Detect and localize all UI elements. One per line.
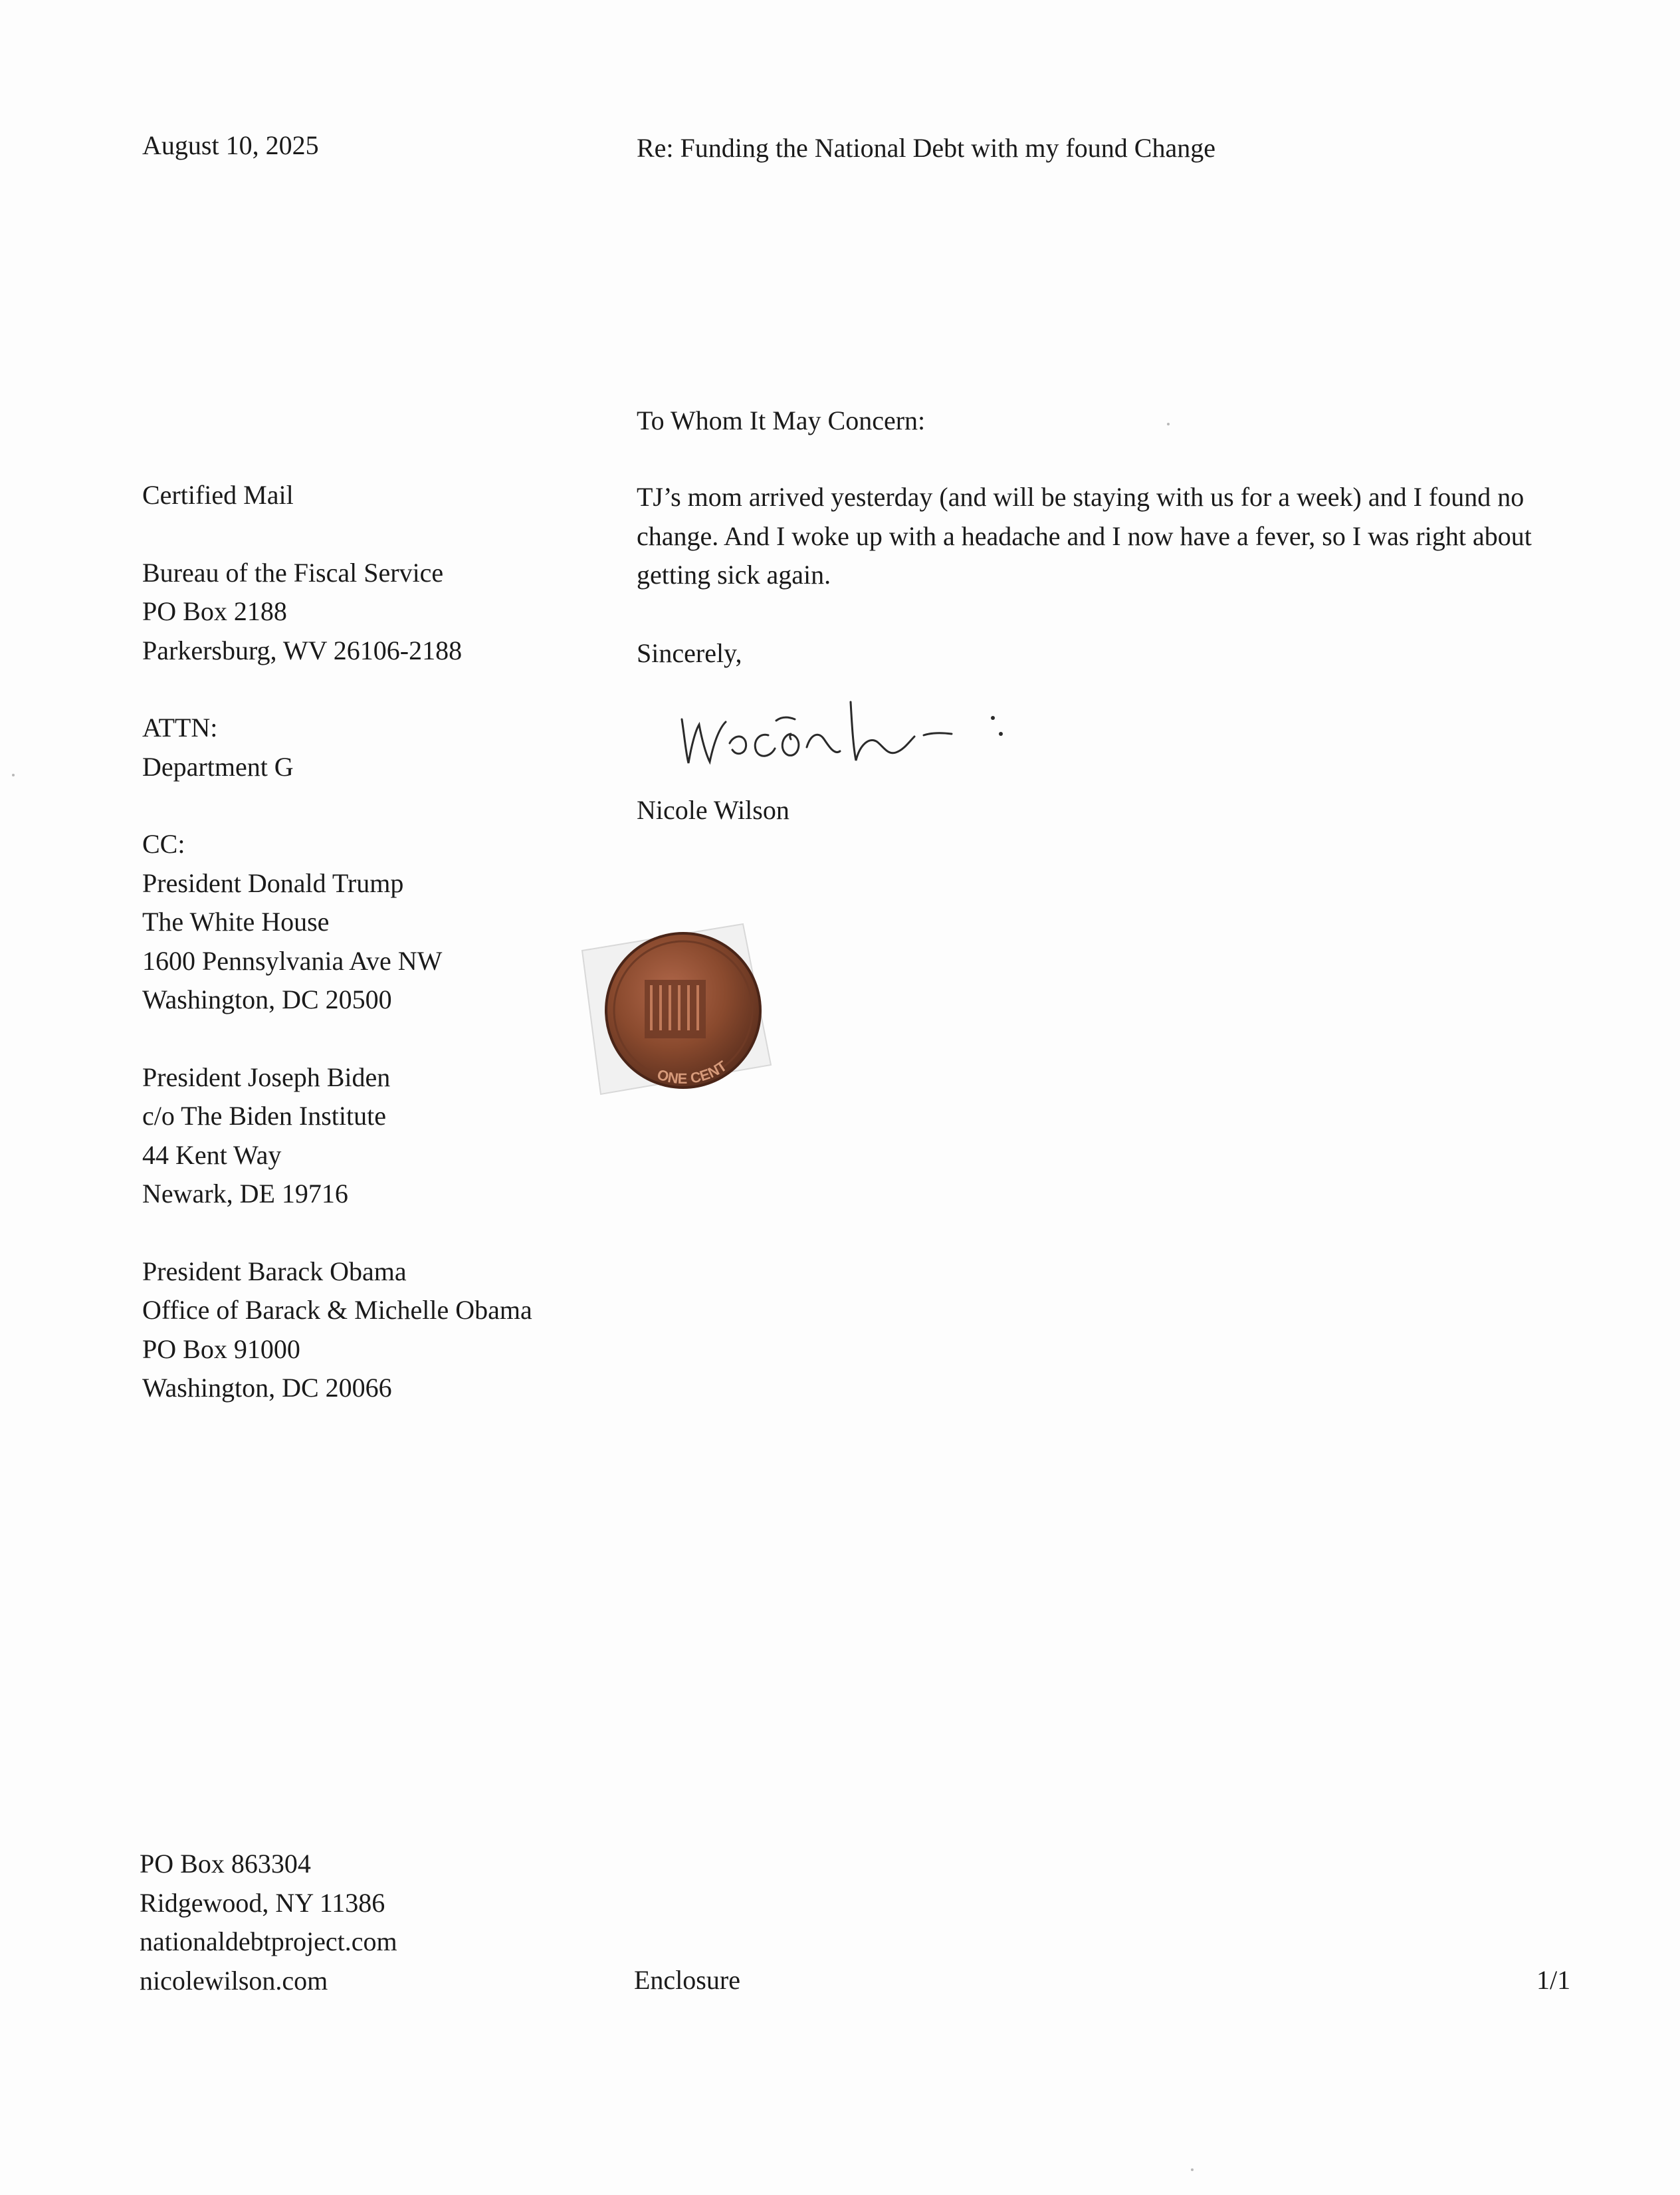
cc-line: Newark, DE 19716 [142, 1179, 348, 1209]
cc-line: Office of Barack & Michelle Obama [142, 1295, 532, 1325]
signature-image [677, 678, 1022, 778]
attn-label: ATTN: [142, 713, 218, 743]
sender-block [140, 1845, 397, 2000]
recipient-city: Parkersburg, WV 26106-2188 [142, 635, 463, 665]
cc-recipient-1 [142, 864, 532, 1020]
sender-city: Ridgewood, NY 11386 [140, 1887, 385, 1918]
attn-value: Department G [142, 751, 294, 782]
delivery-method: Certified Mail [142, 480, 294, 510]
cc-line: PO Box 91000 [142, 1333, 300, 1364]
cc-label: CC: [142, 829, 185, 859]
enclosure-note: Enclosure [634, 1965, 740, 1995]
sender-website-personal: nicolewilson.com [140, 1965, 328, 1996]
scan-speck [12, 774, 15, 776]
penny-enclosure-image [572, 911, 784, 1110]
cc-line: 44 Kent Way [142, 1139, 282, 1170]
cc-recipient-3 [142, 1252, 532, 1408]
recipient-name: Bureau of the Fiscal Service [142, 557, 444, 588]
cc-line: President Joseph Biden [142, 1062, 391, 1092]
letter-date: August 10, 2025 [142, 130, 319, 160]
recipient-block [142, 476, 532, 1408]
scan-speck [1167, 423, 1170, 425]
salutation: To Whom It May Concern: [637, 405, 926, 435]
cc-line: c/o The Biden Institute [142, 1101, 386, 1131]
cc-line: Washington, DC 20500 [142, 984, 392, 1014]
letter-subject: Re: Funding the National Debt with my found Change [637, 133, 1215, 163]
scan-speck [1191, 2168, 1194, 2171]
cc-line: 1600 Pennsylvania Ave NW [142, 945, 443, 976]
closing: Sincerely, [637, 638, 742, 668]
cc-line: The White House [142, 907, 330, 937]
letter-body: TJ’s mom arrived yesterday (and will be staying with us for a week) and I found no change. And I woke up with a headache and I now have a fever, so I was right about getting sick again. [637, 482, 1532, 590]
cc-line: President Donald Trump [142, 867, 404, 898]
cc-line: President Barack Obama [142, 1256, 407, 1286]
cc-line: Washington, DC 20066 [142, 1373, 392, 1403]
sender-po-box: PO Box 863304 [140, 1849, 311, 1879]
page-number: 1/1 [1536, 1965, 1571, 1995]
coin-inscription: ONE CENT [655, 1057, 730, 1088]
recipient-po-box: PO Box 2188 [142, 596, 287, 626]
sender-website-project: nationaldebtproject.com [140, 1926, 397, 1956]
signer-name: Nicole Wilson [637, 795, 789, 825]
cc-recipient-2 [142, 1058, 532, 1214]
